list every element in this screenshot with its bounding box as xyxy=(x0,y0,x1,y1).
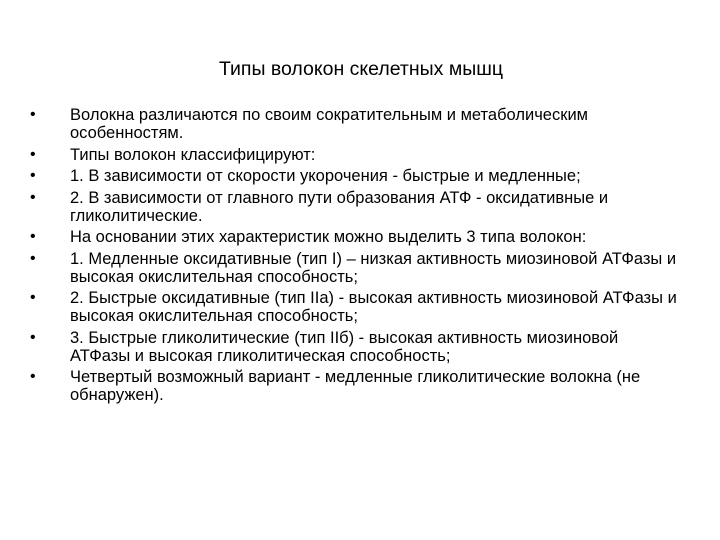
bullet-icon: • xyxy=(30,289,36,306)
bullet-text: 2. Быстрые оксидативные (тип IIa) - высокая активность миозиновой АТФазы и высокая окислительная способность; xyxy=(70,289,677,325)
bullet-item xyxy=(30,106,680,142)
bullet-icon: • xyxy=(30,328,36,346)
bullet-item xyxy=(30,189,680,225)
bullet-icon: • xyxy=(30,145,36,163)
bullet-item xyxy=(30,228,680,246)
bullet-list xyxy=(30,106,680,408)
bullet-text: 1. Медленные оксидативные (тип I) – низкая активность миозиновой АТФазы и высокая окислительная способность; xyxy=(70,249,677,286)
bullet-item xyxy=(30,289,680,325)
bullet-item xyxy=(30,146,680,164)
bullet-text: 1. В зависимости от скорости укорочения - быстрые и медленные; xyxy=(70,167,581,185)
bullet-icon: • xyxy=(30,249,36,267)
bullet-text: На основании этих характеристик можно выделить 3 типа волокон: xyxy=(70,228,587,246)
bullet-icon: • xyxy=(30,106,36,123)
bullet-item xyxy=(30,167,680,185)
bullet-text: 2. В зависимости от главного пути образования АТФ - оксидативные и гликолитические. xyxy=(70,188,609,225)
slide-title-text: Типы волокон скелетных мышц xyxy=(218,58,504,80)
bullet-text: 3. Быстрые гликолитические (тип IIб) - высокая активность миозиновой АТФазы и высокая гликолитическая способность; xyxy=(70,328,619,365)
bullet-text: Типы волокон классифицируют: xyxy=(70,145,316,164)
slide-title xyxy=(0,56,720,82)
bullet-icon: • xyxy=(30,368,36,385)
bullet-text: Волокна различаются по своим сократительным и метаболическим особенностям. xyxy=(70,106,589,142)
bullet-text: Четвертый возможный вариант - медленные гликолитические волокна (не обнаружен). xyxy=(70,368,641,404)
bullet-icon: • xyxy=(30,188,36,206)
bullet-icon: • xyxy=(30,228,36,245)
bullet-icon: • xyxy=(30,167,36,184)
bullet-item xyxy=(30,329,680,365)
bullet-item xyxy=(30,368,680,404)
bullet-item xyxy=(30,250,680,286)
